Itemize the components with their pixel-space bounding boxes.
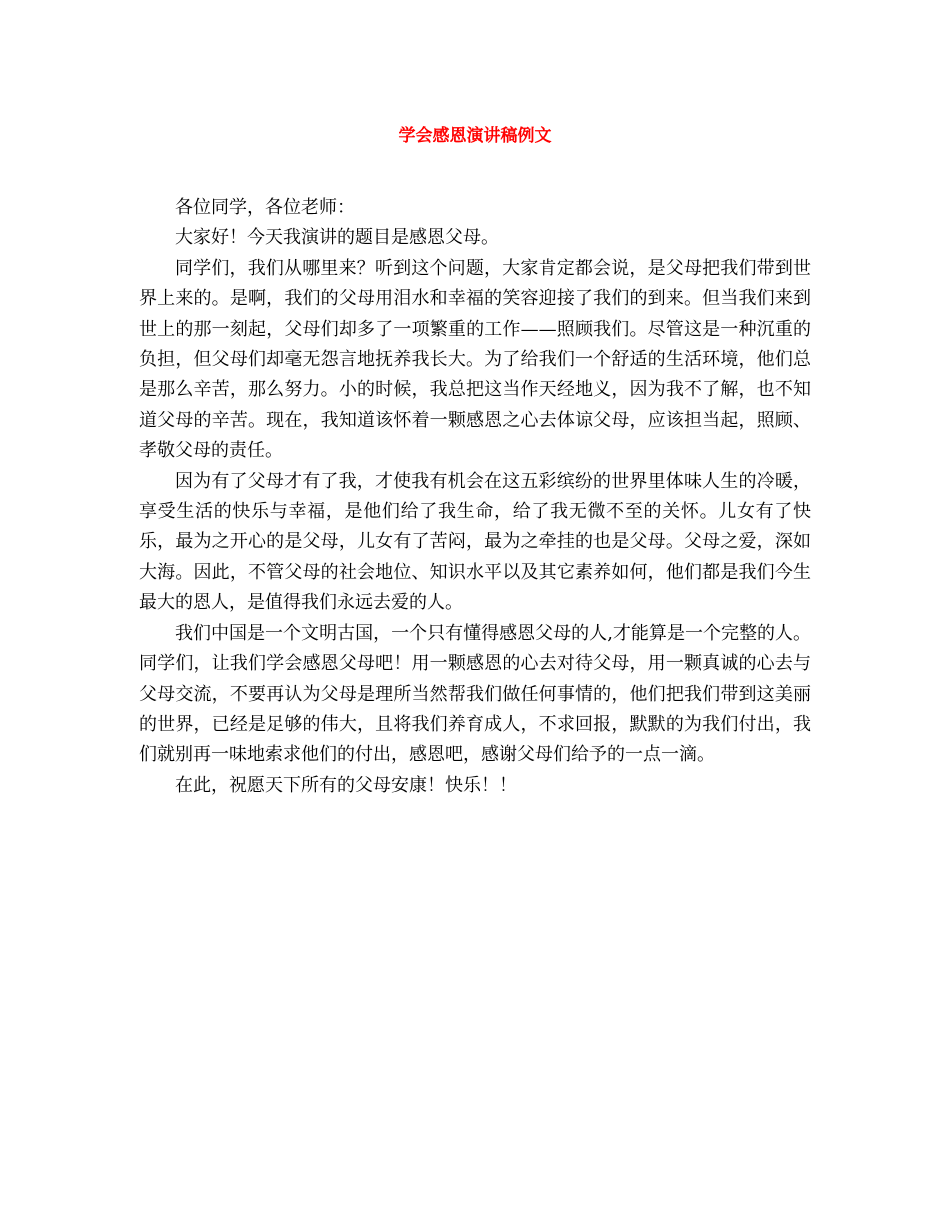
- paragraph-opening: 大家好！今天我演讲的题目是感恩父母。: [175, 227, 499, 249]
- paragraph-body-3: 我们中国是一个文明古国，一个只有懂得感恩父母的人,才能算是一个完整的人。同学们，让我们学会感恩父母吧！用一颗感恩的心去对待父母，用一颗真诚的心去与父母交流，不要再认为父母是理所当然帮我们做任何事情的，他们把我们带到这美丽的世界，已经是足够的伟大，且将我们养育成人，不求回报，默默的为我们付出，我们就别再一味地索求他们的付出，感恩吧，感谢父母们给予的一点一滴。: [139, 622, 811, 766]
- document-title: 学会感恩演讲稿例文: [398, 126, 552, 146]
- paragraph-body-2: 因为有了父母才有了我，才使我有机会在这五彩缤纷的世界里体味人生的冷暖，享受生活的快乐与幸福，是他们给了我生命，给了我无微不至的关怀。儿女有了快乐，最为之开心的是父母，儿女有了苦闷，最为之牵挂的也是父母。父母之爱，深如大海。因此，不管父母的社会地位、知识水平以及其它素养如何，他们都是我们今生最大的恩人，是值得我们永远去爱的人。: [139, 470, 811, 614]
- paragraph-body-1: 同学们，我们从哪里来？听到这个问题，大家肯定都会说，是父母把我们带到世界上来的。是啊，我们的父母用泪水和幸福的笑容迎接了我们的到来。但当我们来到世上的那一刻起，父母们却多了一项繁重的工作——照顾我们。尽管这是一种沉重的负担，但父母们却毫无怨言地抚养我长大。为了给我们一个舒适的生活环境，他们总是那么辛苦，那么努力。小的时候，我总把这当作天经地义，因为我不了解，也不知道父母的辛苦。现在，我知道该怀着一颗感恩之心去体谅父母，应该担当起，照顾、孝敬父母的责任。: [139, 257, 811, 462]
- paragraph-greeting: 各位同学，各位老师：: [175, 197, 355, 218]
- paragraph-closing: 在此，祝愿天下所有的父母安康！快乐！！: [175, 774, 517, 796]
- document-body: [139, 193, 811, 801]
